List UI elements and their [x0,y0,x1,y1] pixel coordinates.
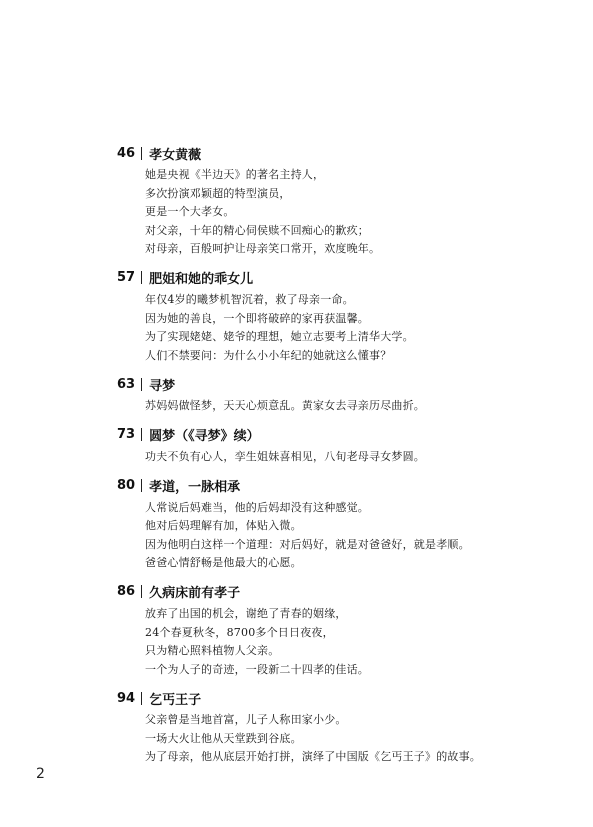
toc-entry-summary [117,499,557,573]
toc-entry-summary [117,166,557,259]
separator-bar [141,271,142,284]
toc-entry-heading[interactable] [117,685,557,711]
summary-line: 人常说后妈难当，他的后妈却没有这种感觉。 [145,500,369,514]
toc-entry-summary [117,291,557,365]
separator-bar [141,479,142,492]
toc-entry-title: 孝女黄薇 [149,147,202,163]
separator-bar [141,147,142,160]
summary-line: 他对后妈理解有加，体贴入微。 [145,519,302,533]
toc-entry-heading[interactable] [117,473,557,499]
toc-entry-title: 肥姐和她的乖女儿 [149,272,254,288]
toc-entry-page-number: 80 [117,478,136,494]
summary-line: 只为精心照料植物人父亲。 [145,644,280,658]
summary-line: 一场大火让他从天堂跌到谷底。 [145,731,302,745]
summary-line: 对母亲，百般呵护让母亲笑口常开，欢度晚年。 [145,242,381,256]
toc-entry [117,473,557,573]
toc-entry-heading[interactable] [117,371,557,397]
summary-line: 更是一个大孝女。 [145,205,235,219]
toc-entry [117,140,557,259]
separator-bar [141,692,142,705]
toc-entry-page-number: 57 [117,270,136,286]
toc-entry [117,371,557,416]
summary-line: 因为他明白这样一个道理：对后妈好，就是对爸爸好，就是孝顺。 [145,537,470,551]
toc-entry-title: 圆梦（《寻梦》续） [149,429,260,445]
separator-bar [141,378,142,391]
separator-bar [141,428,142,441]
summary-line: 多次扮演邓颖超的特型演员， [145,186,291,200]
toc-entry-page-number: 63 [117,376,136,392]
toc-entry [117,422,557,467]
summary-line: 对父亲，十年的精心伺侯赎不回痴心的歉疚； [145,223,369,237]
toc-entry-page-number: 86 [117,584,136,600]
separator-bar [141,585,142,598]
summary-line: 因为她的善良，一个即将破碎的家再获温馨。 [145,311,369,325]
summary-line: 一个为人子的奇迹，一段新二十四孝的佳话。 [145,662,369,676]
summary-line: 年仅4岁的曦梦机智沉着，救了母亲一命。 [145,292,354,306]
summary-line: 为了实现姥姥、姥爷的理想，她立志要考上清华大学。 [145,330,414,344]
toc-entry-title: 孝道，一脉相承 [149,480,241,496]
summary-line: 她是央视《半边天》的著名主持人， [145,168,325,181]
toc-entry-title: 久病床前有孝子 [149,586,241,602]
summary-line: 为了母亲，他从底层开始打拼，演绎了中国版《乞丐王子》的故事。 [145,750,481,764]
toc-entry-heading[interactable] [117,579,557,605]
toc-entry-heading[interactable] [117,265,557,291]
summary-line: 父亲曾是当地首富，儿子人称田家小少。 [145,713,347,727]
toc-entry-title: 寻梦 [149,378,176,394]
page-number: 2 [36,766,45,782]
summary-line: 人们不禁要问：为什么小小年纪的她就这么懂事？ [145,348,392,362]
toc-entry-title: 乞丐王子 [149,692,202,708]
table-of-contents [117,140,557,773]
toc-entry [117,579,557,679]
toc-entry [117,685,557,767]
toc-entry-heading[interactable] [117,422,557,448]
summary-line: 24个春夏秋冬，8700多个日日夜夜， [145,625,334,639]
toc-entry-summary [117,397,557,416]
toc-entry-summary [117,711,557,767]
toc-entry-heading[interactable] [117,140,557,166]
summary-line: 放弃了出国的机会，谢绝了青春的姻缘， [145,606,347,620]
toc-entry-page-number: 73 [117,427,136,443]
toc-entry-summary [117,448,557,467]
summary-line: 功夫不负有心人，孪生姐妹喜相见，八旬老母寻女梦圆。 [145,449,425,463]
toc-entry-page-number: 94 [117,690,136,706]
summary-line: 苏妈妈做怪梦，天天心烦意乱。黄家女去寻亲历尽曲折。 [145,399,425,413]
summary-line: 爸爸心情舒畅是他最大的心愿。 [145,556,302,570]
toc-entry [117,265,557,365]
toc-entry-summary [117,605,557,679]
toc-entry-page-number: 46 [117,145,136,161]
